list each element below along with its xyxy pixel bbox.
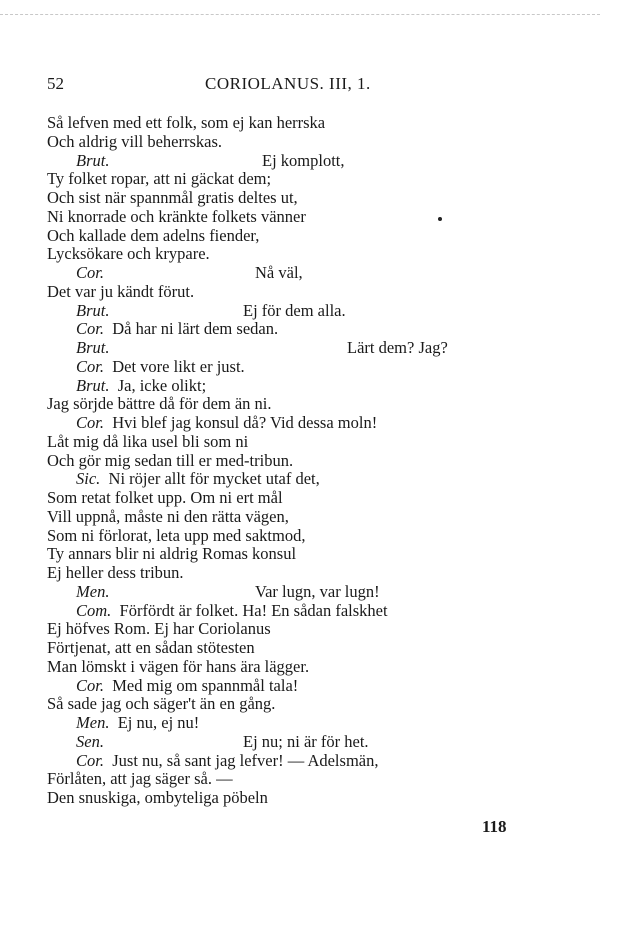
speech-text: Hvi blef jag konsul då? Vid dessa moln! xyxy=(103,413,378,432)
speaker-name: Sic. xyxy=(76,469,101,489)
verse-line xyxy=(47,545,487,564)
verse-line xyxy=(47,395,487,414)
verse-text: Vill uppnå, måste ni den rätta vägen, xyxy=(47,506,289,526)
speaker-name: Brut. xyxy=(76,150,110,170)
verse-line xyxy=(47,133,487,152)
verse-line xyxy=(47,414,487,433)
verse-text: Ej heller dess tribun. xyxy=(47,563,184,582)
verse-line xyxy=(47,433,487,452)
verse-line xyxy=(47,527,487,546)
verse-line xyxy=(47,620,487,639)
verse-line xyxy=(47,264,487,283)
speech-text: Ej nu, ej nu! xyxy=(109,713,200,732)
speech-continuation: Ej nu; ni är för het. xyxy=(243,731,369,751)
verse-line xyxy=(47,489,487,508)
verse-text: Som ni förlorat, leta upp med saktmod, xyxy=(47,525,306,545)
speaker-name: Cor. xyxy=(76,413,104,432)
speaker-name: Com. xyxy=(76,600,112,620)
verse-line xyxy=(47,339,487,358)
speech-text: Just nu, så sant jag lefver! — Adelsmän, xyxy=(103,750,379,770)
verse-line xyxy=(47,208,487,227)
verse-text: Jag sörjde bättre då för dem än ni. xyxy=(47,394,272,414)
speaker-name: Sen. xyxy=(76,731,104,751)
verse-line xyxy=(47,508,487,527)
verse-line xyxy=(47,245,487,264)
speaker-name: Cor. xyxy=(76,675,104,695)
stray-mark-dot xyxy=(438,217,442,221)
speaker-name: Brut. xyxy=(76,375,110,395)
verse-line xyxy=(47,452,487,471)
page-header xyxy=(47,74,567,98)
verse-text: Ty annars blir ni aldrig Romas konsul xyxy=(47,544,297,564)
verse-line xyxy=(47,677,487,696)
verse-text: Förlåten, att jag säger så. — xyxy=(47,769,233,789)
verse-line xyxy=(47,470,487,489)
speech-text: Det vore likt er just. xyxy=(103,356,245,376)
verse-text: Ej höfves Rom. Ej har Coriolanus xyxy=(47,619,271,639)
speaker-name: Cor. xyxy=(76,750,104,770)
verse-text: Ni knorrade och kränkte folkets vänner xyxy=(47,206,306,226)
verse-text: Och aldrig vill beherrskas. xyxy=(47,131,223,151)
speaker-name: Cor. xyxy=(76,319,104,339)
verse-line xyxy=(47,283,487,302)
speech-text: Ni röjer allt för mycket utaf det, xyxy=(100,469,320,489)
verse-line xyxy=(47,170,487,189)
speech-continuation: Ej komplott, xyxy=(262,150,345,170)
speech-continuation: Var lugn, var lugn! xyxy=(255,581,380,601)
verse-text: Man lömskt i vägen för hans ära lägger. xyxy=(47,656,310,676)
verse-line xyxy=(47,114,487,133)
speaker-name: Cor. xyxy=(76,356,104,376)
verse-line xyxy=(47,377,487,396)
running-title: CORIOLANUS. III, 1. xyxy=(205,74,371,93)
verse-line xyxy=(47,733,487,752)
verse-line xyxy=(47,583,487,602)
verse-line xyxy=(47,789,487,808)
verse-text: Lycksökare och krypare. xyxy=(47,244,210,264)
verse-line xyxy=(47,189,487,208)
speaker-name: Cor. xyxy=(76,263,104,282)
verse-text: Låt mig då lika usel bli som ni xyxy=(47,431,249,451)
top-edge-rule xyxy=(0,14,600,15)
page-number: 52 xyxy=(47,74,64,93)
verse-text: Så lefven med ett folk, som ej kan herrska xyxy=(47,113,326,132)
verse-line xyxy=(47,358,487,377)
verse-text: Förtjenat, att en sådan stötesten xyxy=(47,638,255,657)
speaker-name: Brut. xyxy=(76,338,110,357)
verse-text: Som retat folket upp. Om ni ert mål xyxy=(47,488,283,507)
verse-text: Och gör mig sedan till er med-tribun. xyxy=(47,450,294,470)
verse-text: Så sade jag och säger't än en gång. xyxy=(47,694,276,714)
verse-line xyxy=(47,658,487,677)
speaker-name: Men. xyxy=(76,581,110,601)
signature-mark: 118 xyxy=(482,817,507,836)
verse-text: Och kallade dem adelns fiender, xyxy=(47,225,260,245)
play-text xyxy=(47,114,487,808)
verse-line xyxy=(47,302,487,321)
verse-line xyxy=(47,320,487,339)
speech-continuation: Nå väl, xyxy=(255,263,303,282)
verse-line xyxy=(47,602,487,621)
speech-text: Med mig om spannmål tala! xyxy=(103,675,299,695)
verse-line xyxy=(47,695,487,714)
verse-line xyxy=(47,714,487,733)
verse-text: Ty folket ropar, att ni gäckat dem; xyxy=(47,169,272,189)
verse-text: Den snuskiga, ombyteliga pöbeln xyxy=(47,788,268,807)
speech-text: Förfördt är folket. Ha! En sådan falskhet xyxy=(111,600,388,620)
verse-line xyxy=(47,770,487,789)
verse-text: Och sist när spannmål gratis deltes ut, xyxy=(47,188,298,207)
speaker-name: Brut. xyxy=(76,300,110,320)
verse-text: Det var ju kändt förut. xyxy=(47,281,195,301)
speech-text: Ja, icke olikt; xyxy=(109,375,207,395)
speech-text: Då har ni lärt dem sedan. xyxy=(103,319,279,339)
verse-line xyxy=(47,752,487,771)
verse-line xyxy=(47,639,487,658)
verse-line xyxy=(47,564,487,583)
speech-continuation: Ej för dem alla. xyxy=(243,300,346,320)
verse-line xyxy=(47,227,487,246)
verse-line xyxy=(47,152,487,171)
speaker-name: Men. xyxy=(76,713,110,732)
speech-continuation: Lärt dem? Jag? xyxy=(347,338,448,357)
